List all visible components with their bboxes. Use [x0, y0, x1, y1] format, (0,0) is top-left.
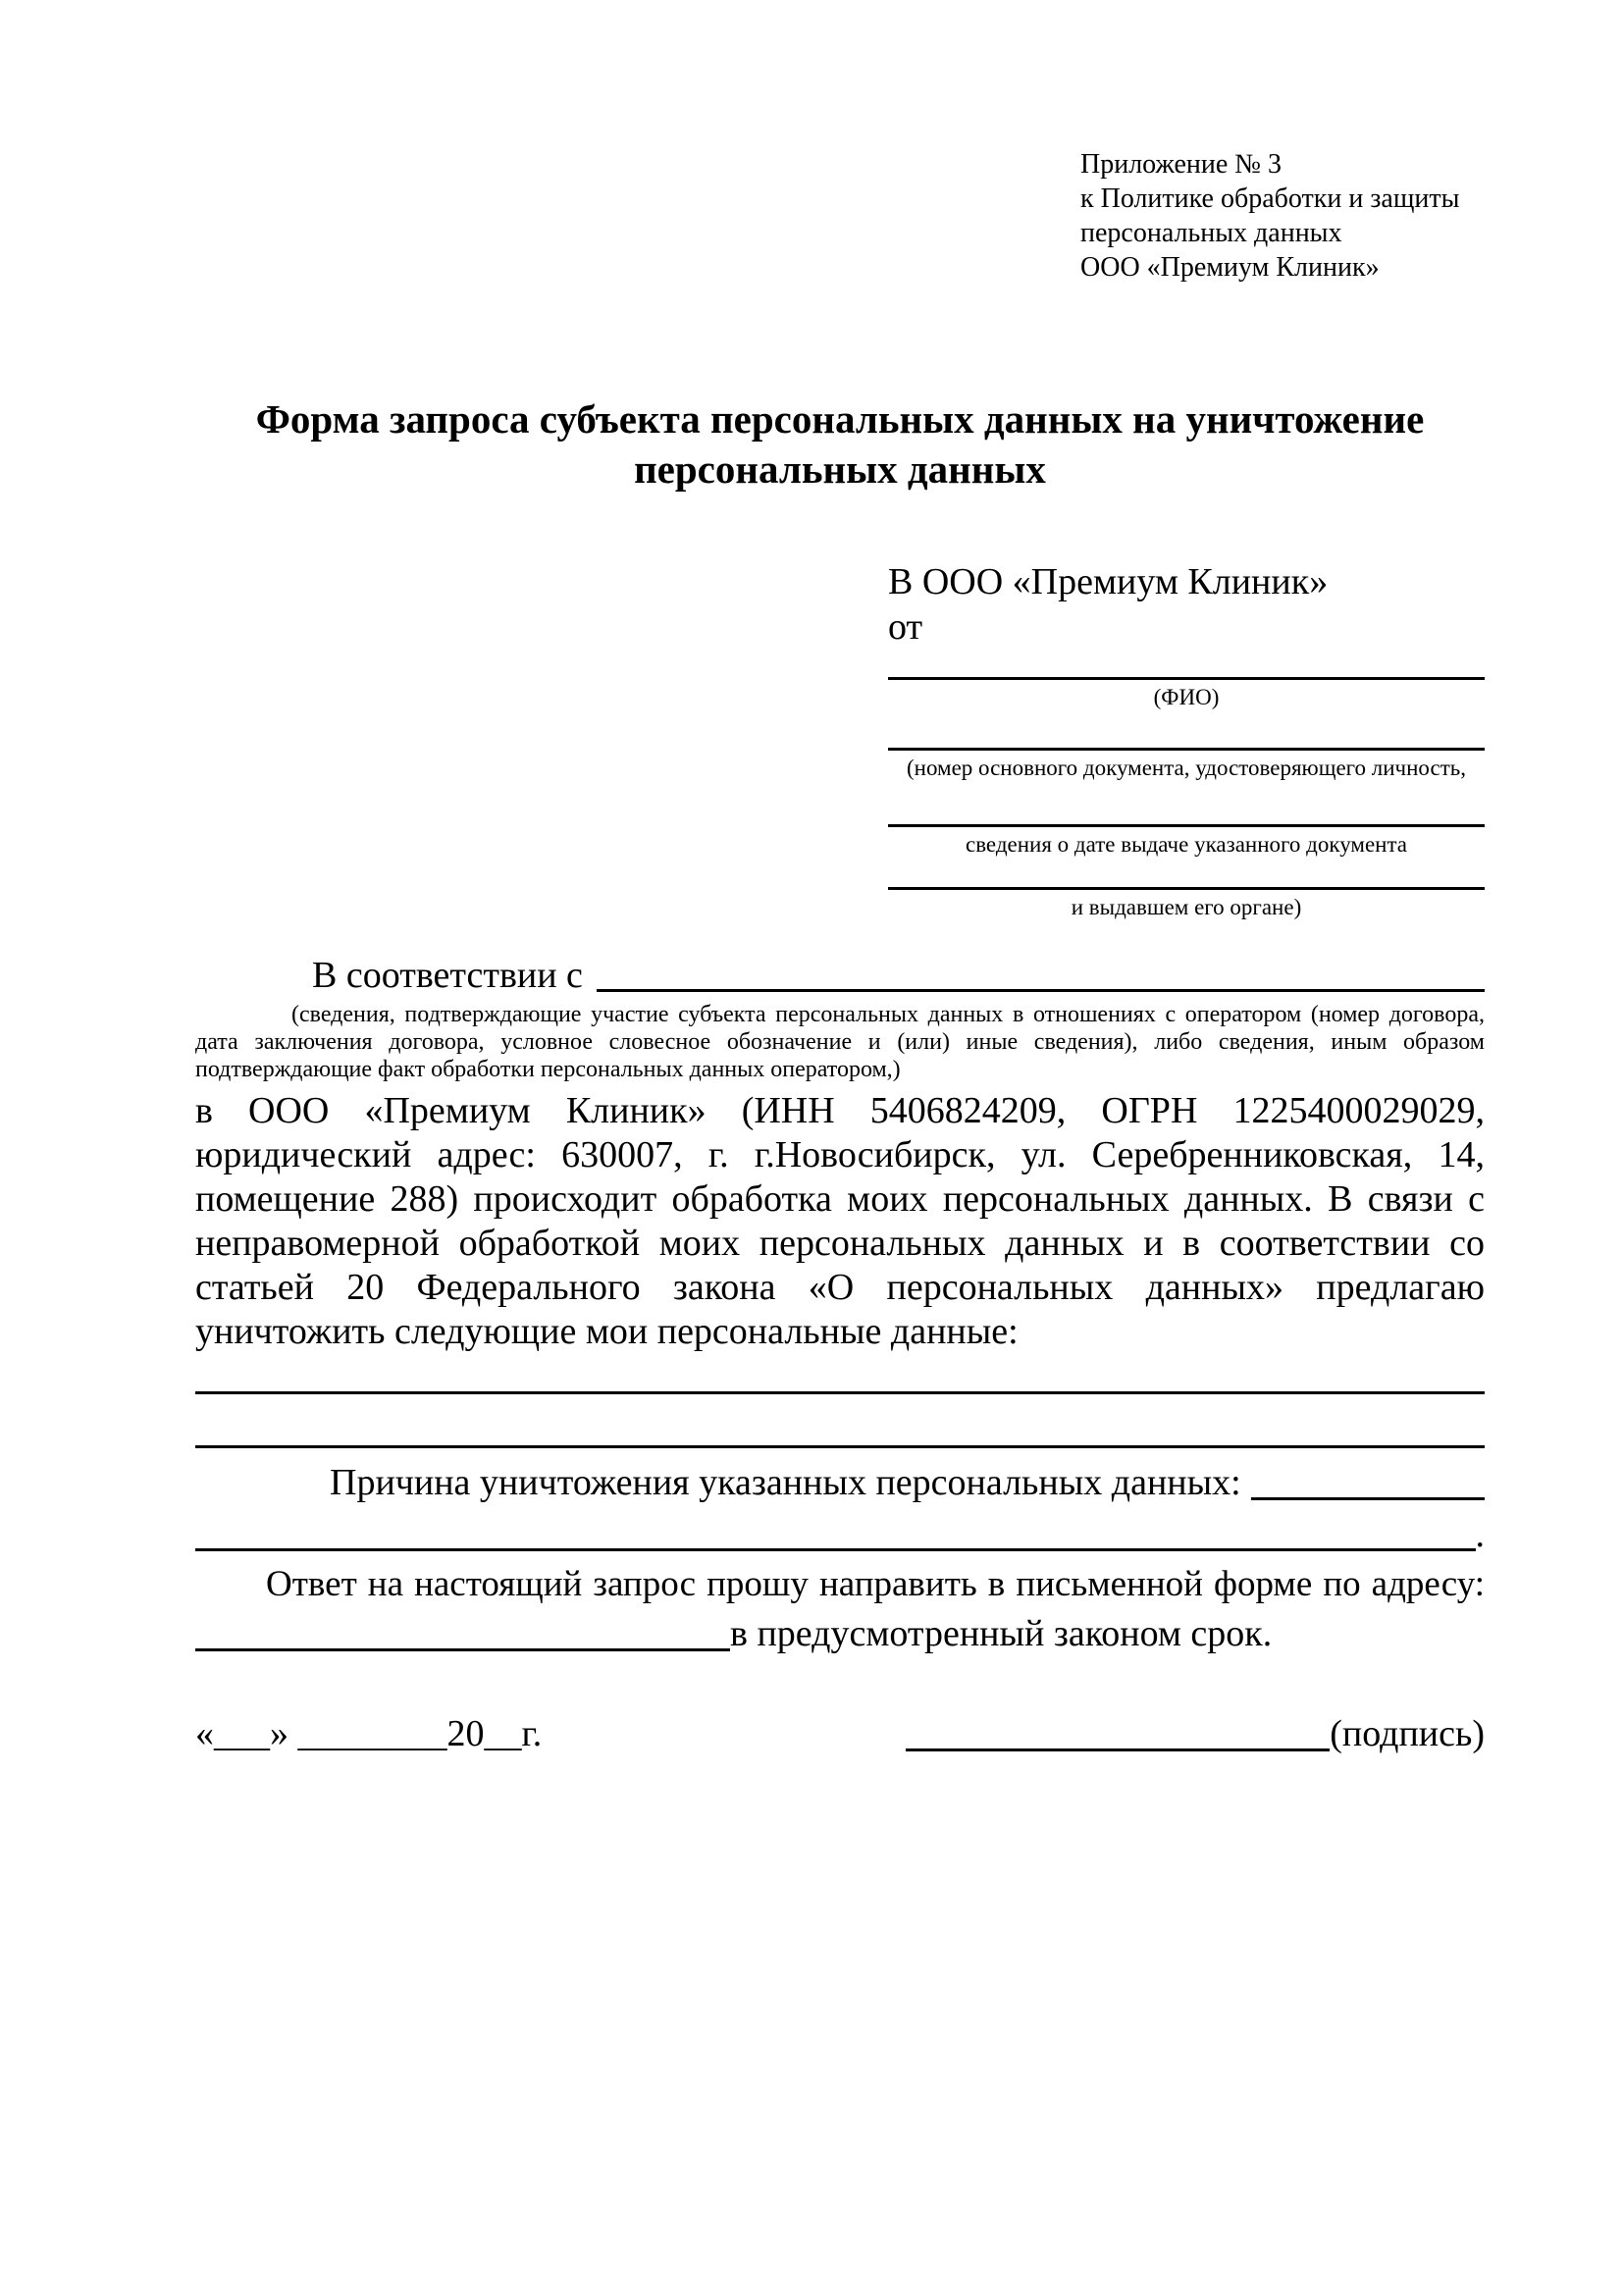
appendix-block — [1080, 147, 1485, 285]
issue-date-blank-line — [888, 824, 1485, 827]
footer-row — [195, 1709, 1485, 1758]
addressee-organization: В ООО «Премиум Клиник» — [888, 561, 1329, 602]
address-blank-line — [195, 1609, 730, 1651]
document-title — [195, 394, 1485, 495]
reason-blank-line-2 — [195, 1511, 1476, 1551]
accordance-row — [195, 952, 1485, 999]
appendix-line: к Политике обработки и защиты — [1080, 183, 1460, 214]
reason-blank-line — [1251, 1458, 1485, 1500]
issuing-authority-caption: и выдавшем его органе) — [1071, 895, 1302, 919]
document-content — [195, 0, 1485, 1758]
main-paragraph: в ООО «Премиум Клиник» (ИНН 5406824209, ОГРН 1225400029029, юридический адрес: 630007, г. г.Новосибирск, ул. Серебренниковская, 14, помещение 288) происходит обработка моих персональных данных. В связи с неправомерной обработкой моих персональных данных и в соответствии со статьей 20 Федерального закона «О персональных данных» предлагаю уничтожить следующие мои персональные данные: — [195, 1090, 1485, 1352]
reason-row — [195, 1458, 1485, 1507]
document-number-caption: (номер основного документа, удостоверяющего личность, — [906, 756, 1466, 780]
address-term-row — [195, 1609, 1485, 1658]
issue-date-caption: сведения о дате выдаче указанного документа — [965, 832, 1408, 857]
addressee-from-label: от — [888, 606, 923, 648]
reason-continuation-row — [195, 1511, 1485, 1558]
accordance-lead: В соответствии с — [312, 955, 583, 996]
accordance-note: (сведения, подтверждающие участие субъекта персональных данных в отношениях с оператором (номер договора, дата заключения договора, условное словесное обозначение и (или) иные сведения), либо сведения, иным образом подтверждающие факт обработки персональных данных оператором,) — [195, 1002, 1485, 1082]
signature-group — [906, 1709, 1485, 1758]
reason-label: Причина уничтожения указанных персональных данных: — [330, 1462, 1241, 1503]
period-text: . — [1475, 1514, 1485, 1555]
addressee-block — [888, 559, 1485, 922]
issuing-authority-blank-line — [888, 887, 1485, 890]
date-blank-text: «___» ________20__г. — [195, 1713, 543, 1754]
appendix-line: персональных данных — [1080, 218, 1342, 248]
fio-blank-line — [888, 677, 1485, 680]
document-title-line: персональных данных — [634, 446, 1046, 492]
personal-data-blank-line-1 — [195, 1391, 1485, 1394]
signature-caption: (подпись) — [1330, 1713, 1485, 1754]
appendix-line: ООО «Премиум Клиник» — [1080, 252, 1380, 283]
appendix-line: Приложение № 3 — [1080, 149, 1282, 180]
answer-paragraph: Ответ на настоящий запрос прошу направить в письменной форме по адресу: — [266, 1564, 1485, 1604]
term-text: в предусмотренный законом срок. — [730, 1613, 1273, 1654]
document-title-line: Форма запроса субъекта персональных данных на уничтожение — [255, 396, 1425, 442]
fio-caption: (ФИО) — [1153, 685, 1220, 709]
signature-blank-line — [906, 1709, 1330, 1751]
document-number-blank-line — [888, 748, 1485, 751]
personal-data-blank-line-2 — [195, 1445, 1485, 1448]
accordance-blank-line — [597, 952, 1485, 992]
